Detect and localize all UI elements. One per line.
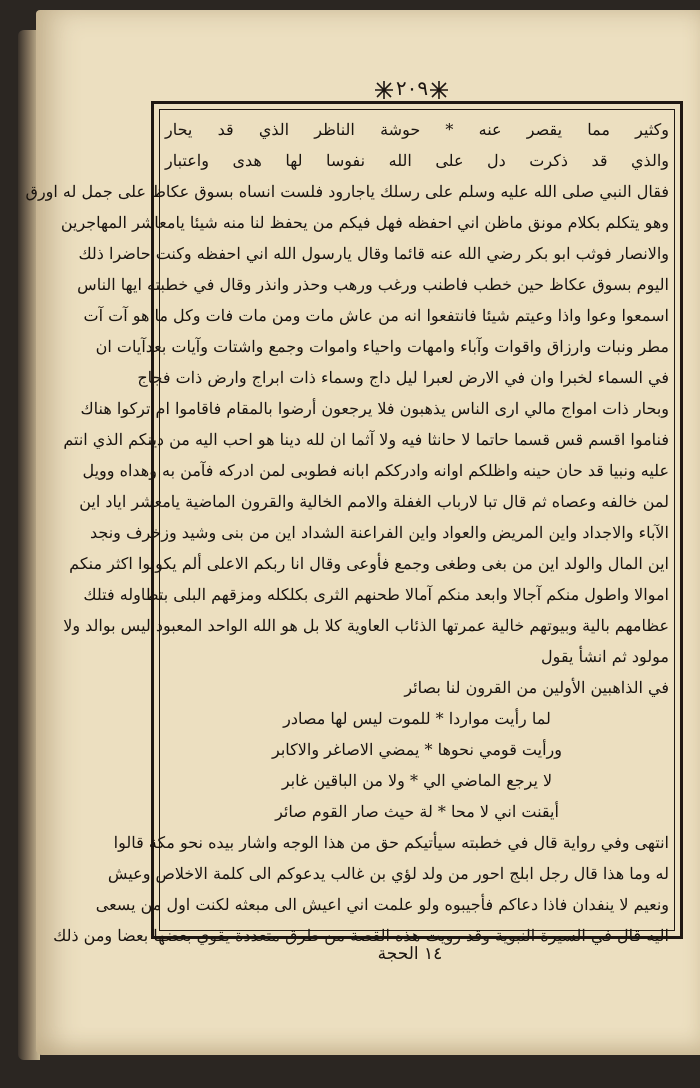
star-ornament-icon bbox=[427, 80, 451, 100]
text-line: فقال النبي صلى الله عليه وسلم على رسلك ياجارود فلست انساه بسوق عكاظ على جمل له اورق bbox=[25, 182, 669, 201]
text-line: اين المال والولد اين من بغى وطغى وجمع فأوعى وقال انا ربكم الاعلى ألم يكونوا اكثر منكم bbox=[69, 554, 669, 573]
text-line: مولود ثم انشأ يقول bbox=[541, 647, 669, 666]
signature-mark: ١٤ الحجة bbox=[377, 944, 443, 964]
text-line: له وما هذا قال رجل ابلج احور من ولد لؤي بن غالب يدعوكم الى كلمة الاخلاص وعيش bbox=[107, 864, 669, 883]
text-line: الآباء والاجداد واين المريض والعواد واين الفراعنة الشداد اين من بنى وشيد وزخرف ونجد bbox=[89, 523, 669, 542]
text-line: لمن خالفه وعصاه ثم قال تبا لارباب الغفلة والامم الخالية والقرون الماضية يامعشر اياد اين bbox=[79, 492, 669, 511]
text-line: انتهى وفي رواية قال في خطبته سيأتيكم حق من هذا الوجه واشار بيده نحو مكة قالوا bbox=[113, 833, 669, 852]
text-line: وكثير مما يقصر عنه * حوشة الناظر الذي قد يحار bbox=[165, 120, 669, 139]
text-line: اليه قال في السيرة النبوية وقد رويت هذه القصة من طرق متعددة يقوي بعضها بعضا ومن ذلك bbox=[53, 926, 669, 945]
text-line: في السماء لخبرا وان في الارض لعبرا ليل داج وسماء ذات ابراج وارض ذات فجاج bbox=[137, 368, 669, 387]
text-line: مطر ونبات وارزاق واقوات وآباء وامهات واحياء واموات وجمع واشتات وآيات بعدآيات ان bbox=[95, 337, 669, 356]
text-line: ونعيم لا ينفدان فاذا دعاكم فأجيبوه ولو علمت اني اعيش الى مبعثه لكنت اول من يسعى bbox=[95, 895, 669, 914]
text-line: فناموا اقسم قس قسما حاتما لا حانثا فيه ولا آثما ان لله دينا هو احب اليه من دينكم الذي انتم bbox=[63, 430, 669, 449]
text-line: عليه ونبيا قد حان حينه واظلكم اوانه وادرككم ابانه فطوبى لمن ادركه فآمن به وهداه وويل bbox=[82, 461, 669, 480]
text-line: والذي قد ذكرت دل على الله نفوسا لها هدى واعتبار bbox=[165, 151, 669, 170]
text-line: وبحار ذات امواج مالي ارى الناس يذهبون فلا يرجعون أرضوا بالمقام فاقاموا ام تركوا هناك bbox=[80, 399, 669, 418]
text-line: اليوم بسوق عكاظ حين خطب فاطنب ورغب ورهب وحذر وانذر وقال في خطبته ايها الناس bbox=[77, 275, 669, 294]
poem-verse: لا يرجع الماضي الي * ولا من الباقين غابر bbox=[281, 771, 553, 790]
poem-verse: أيقنت اني لا محا * لة حيث صار القوم صائر bbox=[275, 802, 559, 821]
poem-verse: في الذاهبين الأولين من القرون لنا بصائر bbox=[404, 678, 669, 697]
text-line: عظامهم بالية وبيوتهم خالية عمرتها الذئاب العاوية كلا بل هو الله الواحد المعبود ليس بوالد ولا bbox=[63, 616, 669, 635]
text-line: اسمعوا وعوا واذا وعيتم شيئا فانتفعوا انه من عاش مات ومن مات فات وكل ما هو آت آت bbox=[83, 306, 669, 325]
text-line: وهو يتكلم بكلام مونق ماظن اني احفظه فهل فيكم من يحفظ لنا منه شيئا يامعاشر المهاجرين bbox=[60, 213, 669, 232]
page-number: ٢٠٩ bbox=[395, 76, 429, 100]
page-body bbox=[25, 114, 669, 951]
poem-verse: لما رأيت مواردا * للموت ليس لها مصادر bbox=[283, 709, 551, 728]
text-line: اموالا واطول منكم آجالا وابعد منكم آمالا طحنهم الثرى بكلكله ومزقهم البلى بتطاوله فتلك bbox=[83, 585, 669, 604]
text-line: والانصار فوثب ابو بكر رضي الله عنه قائما وقال يارسول الله اني احفظه وكنت حاضرا ذلك bbox=[78, 244, 669, 263]
poem-verse: ورأيت قومي نحوها * يمضي الاصاغر والاكابر bbox=[272, 740, 562, 759]
